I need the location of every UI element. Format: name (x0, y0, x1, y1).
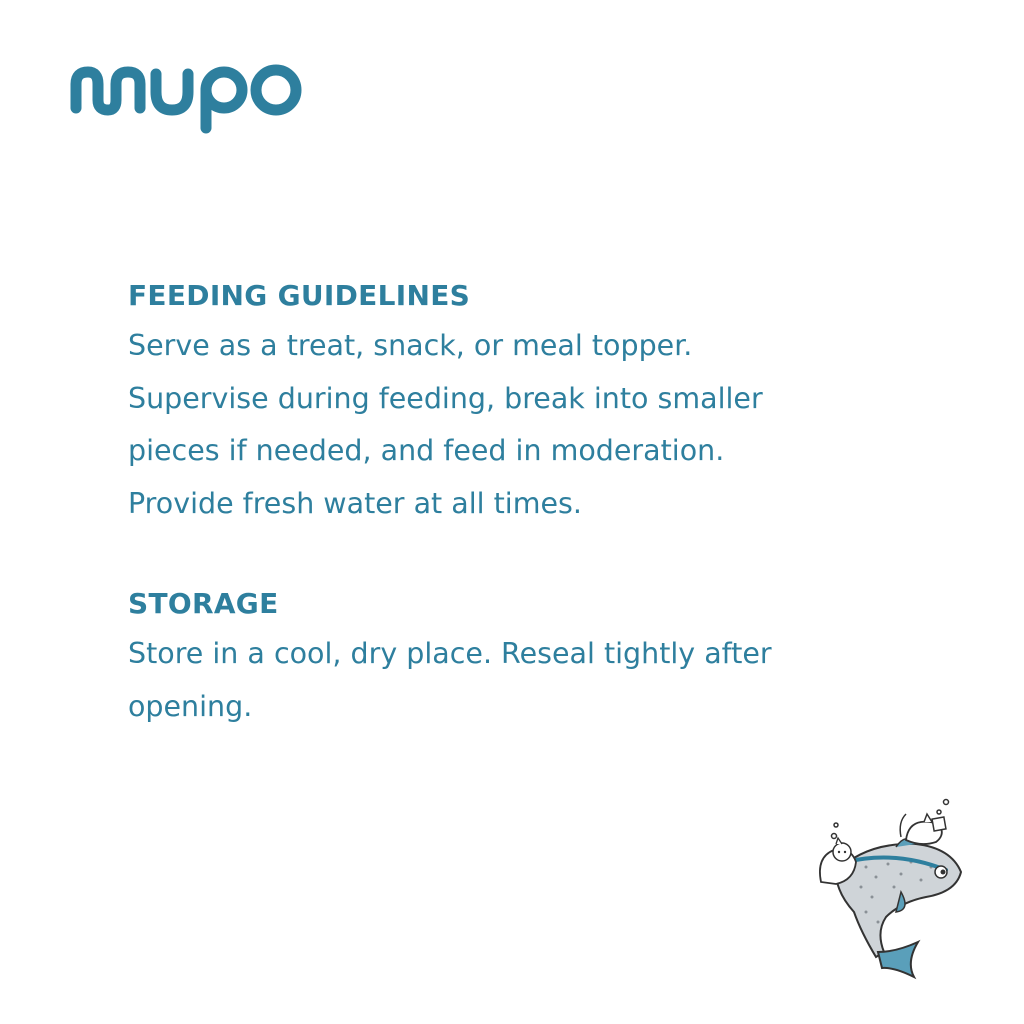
feeding-line: Serve as a treat, snack, or meal topper. (128, 329, 693, 362)
feeding-guidelines-text (128, 320, 948, 530)
fish-with-cats-illustration-icon (806, 792, 976, 982)
feeding-line: pieces if needed, and feed in moderation. (128, 434, 725, 467)
storage-line: Store in a cool, dry place. Reseal tightly after (128, 637, 772, 670)
mupo-logo (68, 58, 308, 148)
storage-text (128, 628, 948, 733)
feeding-guidelines-heading: FEEDING GUIDELINES (128, 279, 471, 312)
storage-section (128, 580, 948, 733)
feeding-line: Supervise during feeding, break into smaller (128, 381, 763, 415)
main-content (128, 272, 948, 733)
mupo-logo-mark (68, 58, 308, 148)
storage-line: opening. (128, 689, 253, 723)
feeding-line: Provide fresh water at all times. (128, 486, 582, 520)
storage-heading: STORAGE (128, 587, 279, 620)
feeding-guidelines-section (128, 272, 948, 530)
